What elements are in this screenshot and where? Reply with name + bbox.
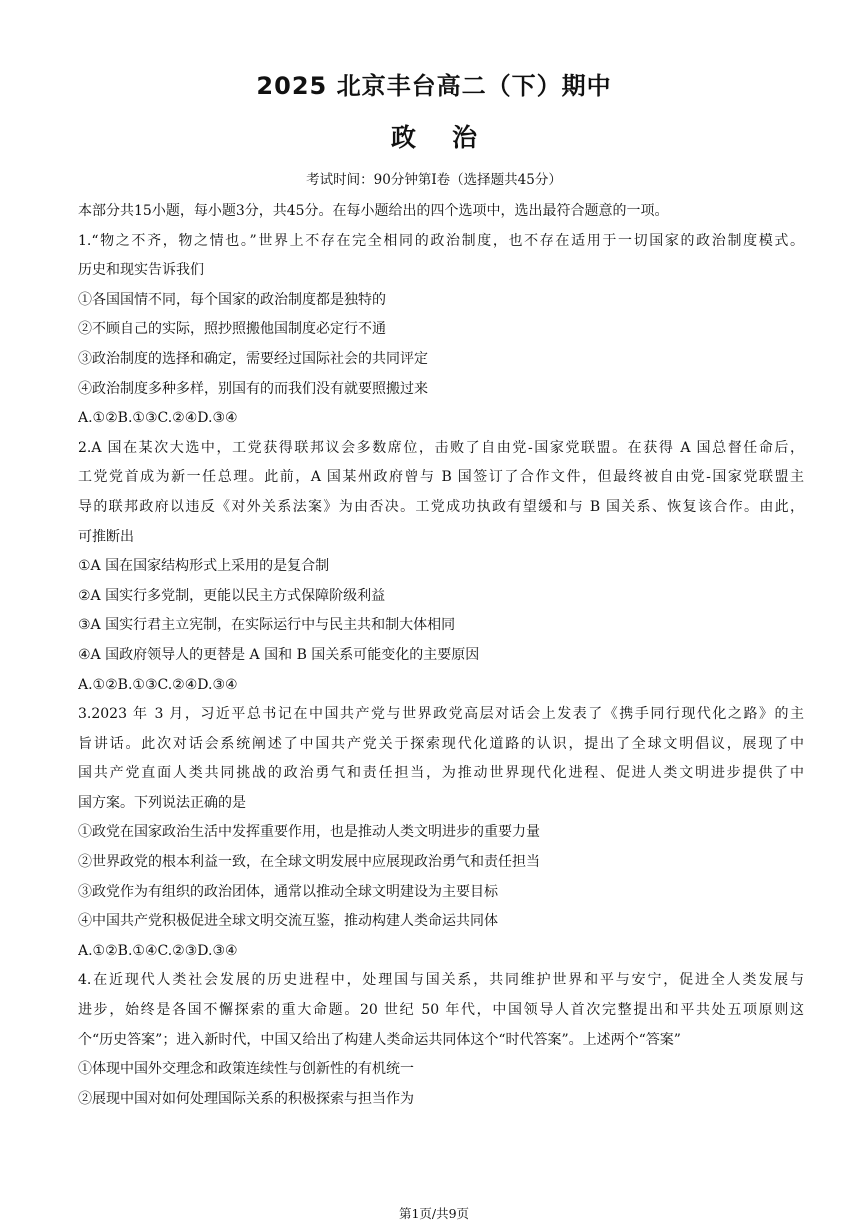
page-title: 2025 北京丰台高二（下）期中	[256, 72, 612, 100]
question-stem-line: 历史和现实告诉我们	[78, 262, 204, 279]
option-statement: ④政治制度多种多样，别国有的而我们没有就要照搬过来	[78, 380, 428, 397]
option-statement: ④A 国政府领导人的更替是 A 国和 B 国关系可能变化的主要原因	[78, 646, 480, 663]
question-stem-line: 2.A 国在某次大选中，工党获得联邦议会多数席位，击败了自由党-国家党联盟。在获得 A 国总督任命后，	[78, 439, 804, 456]
question-stem-line: 1.“物之不齐，物之情也。”世界上不存在完全相同的政治制度，也不存在适用于一切国家的政治制度模式。	[78, 232, 804, 249]
option-statement: ①各国国情不同，每个国家的政治制度都是独特的	[78, 291, 386, 308]
option-statement: ④中国共产党积极促进全球文明交流互鉴，推动构建人类命运共同体	[78, 913, 498, 930]
question-stem-line: 工党党首成为新一任总理。此前，A 国某州政府曾与 B 国签订了合作文件，但最终被自由党-国家党联盟主	[78, 469, 804, 486]
option-statement: ①A 国在国家结构形式上采用的是复合制	[78, 558, 330, 575]
question-stem-line: 3.2023 年 3 月，习近平总书记在中国共产党与世界政党高层对话会上发表了《携手同行现代化之路》的主	[78, 706, 804, 723]
question-stem-line: 4.在近现代人类社会发展的历史进程中，处理国与国关系，共同维护世界和平与安宁，促进全人类发展与	[78, 972, 804, 989]
option-statement: ②不顾自己的实际，照抄照搬他国制度必定行不通	[78, 321, 386, 338]
question-stem-line: 导的联邦政府以违反《对外关系法案》为由否决。工党成功执政有望缓和与 B 国关系、恢复该合作。由此，	[78, 498, 804, 515]
document-body	[78, 197, 804, 1114]
question-3	[78, 700, 804, 966]
question-stem-line: 个“历史答案”；进入新时代，中国又给出了构建人类命运共同体这个“时代答案”。上述两个“答案”	[78, 1031, 681, 1048]
option-statement: ①体现中国外交理念和政策连续性与创新性的有机统一	[78, 1061, 414, 1078]
question-stem-line: 进步，始终是各国不懈探索的重大命题。20 世纪 50 年代，中国领导人首次完整提出和平共处五项原则这	[78, 1002, 804, 1019]
answer-choices: A.①②B.①③C.②④D.③④	[78, 410, 238, 427]
question-2	[78, 434, 804, 700]
question-stem-line: 旨讲话。此次对话会系统阐述了中国共产党关于探索现代化道路的认识，提出了全球文明倡议，展现了中	[78, 735, 804, 752]
option-statement: ②A 国实行多党制，更能以民主方式保障阶级利益	[78, 587, 386, 604]
question-stem-line: 国方案。下列说法正确的是	[78, 794, 246, 811]
option-statement: ③政党作为有组织的政治团体，通常以推动全球文明建设为主要目标	[78, 883, 498, 900]
question-stem-line: 国共产党直面人类共同挑战的政治勇气和责任担当，为推动世界现代化进程、促进人类文明进步提供了中	[78, 765, 804, 782]
option-statement: ①政党在国家政治生活中发挥重要作用，也是推动人类文明进步的重要力量	[78, 824, 540, 841]
page-number: 第1页/共9页	[398, 1206, 470, 1221]
option-statement: ③政治制度的选择和确定，需要经过国际社会的共同评定	[78, 350, 428, 367]
answer-choices: A.①②B.①④C.②③D.③④	[78, 942, 238, 959]
question-1	[78, 227, 804, 434]
question-4	[78, 966, 804, 1114]
option-statement: ③A 国实行君主立宪制，在实际运行中与民主共和制大体相同	[78, 617, 456, 634]
option-statement: ②展现中国对如何处理国际关系的积极探索与担当作为	[78, 1090, 414, 1107]
option-statement: ②世界政党的根本利益一致，在全球文明发展中应展现政治勇气和责任担当	[78, 854, 540, 871]
question-stem-line: 可推断出	[78, 528, 134, 545]
section-intro: 本部分共15小题，每小题3分，共45分。在每小题给出的四个选项中，选出最符合题意的一项。	[78, 203, 669, 219]
answer-choices: A.①②B.①③C.②④D.③④	[78, 676, 238, 693]
subject-heading: 政治	[390, 123, 513, 152]
exam-info: 考试时间：90分钟第Ⅰ卷（选择题共45分）	[306, 172, 562, 188]
